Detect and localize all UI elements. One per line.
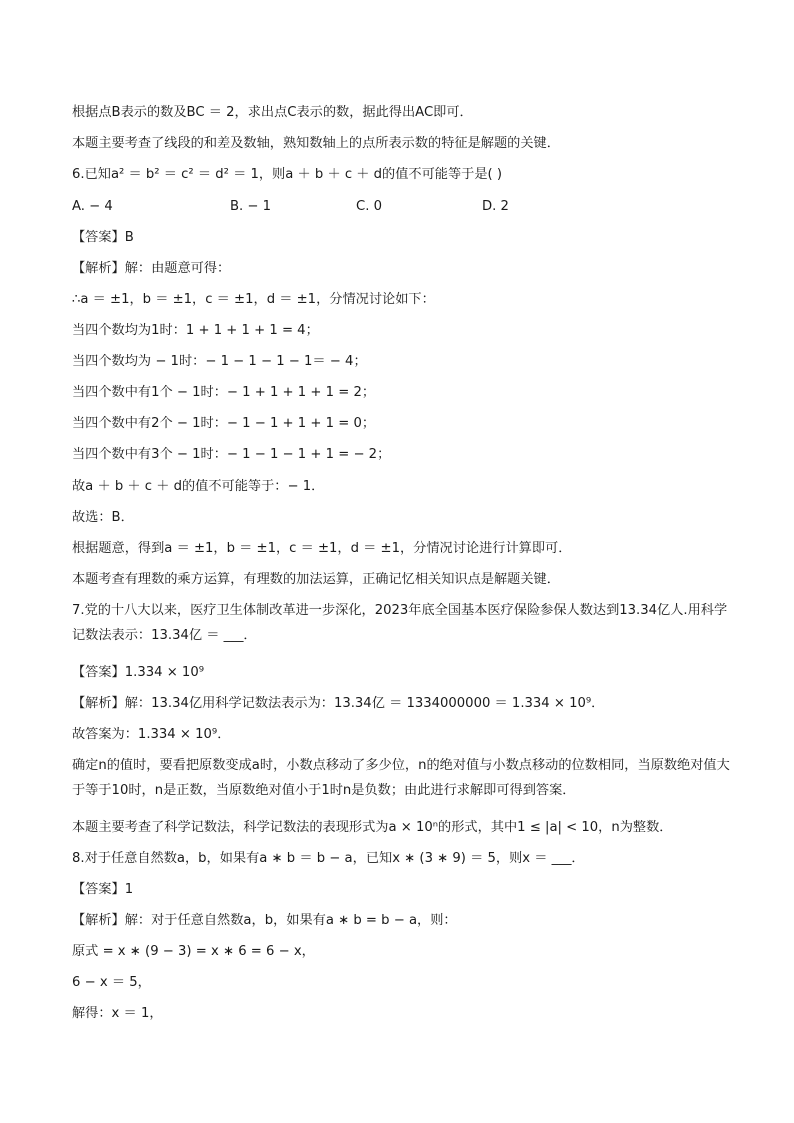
option-a: A. − 4 (72, 199, 113, 214)
text-line: 当四个数均为 − 1时：− 1 − 1 − 1 − 1＝ − 4； (72, 354, 367, 369)
text-line: 当四个数均为1时：1 + 1 + 1 + 1 = 4； (72, 323, 319, 338)
text-line: ∴a ＝ ±1，b ＝ ±1，c ＝ ±1，d ＝ ±1，分情况讨论如下： (72, 292, 435, 307)
text-line: 根据点B表示的数及BC ＝ 2，求出点C表示的数，据此得出AC即可． (72, 105, 473, 120)
question-8: 8.对于任意自然数a，b，如果有a ∗ b ＝ b − a，已知x ∗ (3 ∗ 9) ＝ 5，则x ＝ ___． (72, 851, 585, 866)
text-line: 根据题意，得到a ＝ ±1，b ＝ ±1，c ＝ ±1，d ＝ ±1，分情况讨论进行计算即可． (72, 541, 572, 556)
options-row (72, 198, 732, 216)
text-line: 原式 = x ∗ (9 − 3) = x ∗ 6 = 6 − x， (72, 944, 315, 959)
text-line: 故a ＋ b ＋ c ＋ d的值不可能等于：− 1． (72, 479, 325, 494)
text-line: 故答案为：1.334 × 10⁹． (72, 727, 231, 742)
text-line: 当四个数中有1个 − 1时：− 1 + 1 + 1 + 1 = 2； (72, 385, 376, 400)
text-line: 解得：x ＝ 1， (72, 1006, 163, 1021)
analysis-line: 【解析】解：由题意可得： (72, 261, 231, 276)
text-line: 本题考查有理数的乘方运算，有理数的加法运算，正确记忆相关知识点是解题关键． (72, 572, 560, 587)
text-line: 故选：B． (72, 510, 134, 525)
answer-line: 【答案】1.334 × 10⁹ (72, 665, 205, 680)
option-b: B. − 1 (230, 199, 272, 214)
text-line: 当四个数中有3个 − 1时：− 1 − 1 − 1 + 1 = − 2； (72, 447, 391, 462)
text-line: 当四个数中有2个 − 1时：− 1 − 1 + 1 + 1 = 0； (72, 416, 376, 431)
option-c: C. 0 (356, 199, 382, 214)
answer-line: 【答案】B (72, 230, 134, 245)
question-7: 7.党的十八大以来，医疗卫生体制改革进一步深化，2023年底全国基本医疗保险参保人数达到13.34亿人.用科学记数法表示：13.34亿 ＝ ___． (72, 603, 728, 643)
text-line: 本题主要考查了科学记数法，科学记数法的表现形式为a × 10ⁿ的形式，其中1 ≤ |a| < 10，n为整数． (72, 820, 673, 835)
text-paragraph: 确定n的值时，要看把原数变成a时，小数点移动了多少位，n的绝对值与小数点移动的位数相同，当原数绝对值大于等于10时，n是正数，当原数绝对值小于1时n是负数；由此进行求解即可得到答案． (72, 758, 730, 798)
analysis-line: 【解析】解：对于任意自然数a，b，如果有a ∗ b = b − a，则： (72, 913, 457, 928)
answer-line: 【答案】1 (72, 882, 134, 897)
analysis-line: 【解析】解：13.34亿用科学记数法表示为：13.34亿 ＝ 1334000000 ＝ 1.334 × 10⁹． (72, 696, 605, 711)
option-d: D. 2 (482, 199, 509, 214)
question-6: 6.已知a² ＝ b² ＝ c² ＝ d² ＝ 1，则a ＋ b ＋ c ＋ d的值不可能等于是( ) (72, 167, 502, 182)
text-line: 本题主要考查了线段的和差及数轴，熟知数轴上的点所表示数的特征是解题的关键． (72, 136, 560, 151)
text-line: 6 − x ＝ 5， (72, 975, 151, 990)
